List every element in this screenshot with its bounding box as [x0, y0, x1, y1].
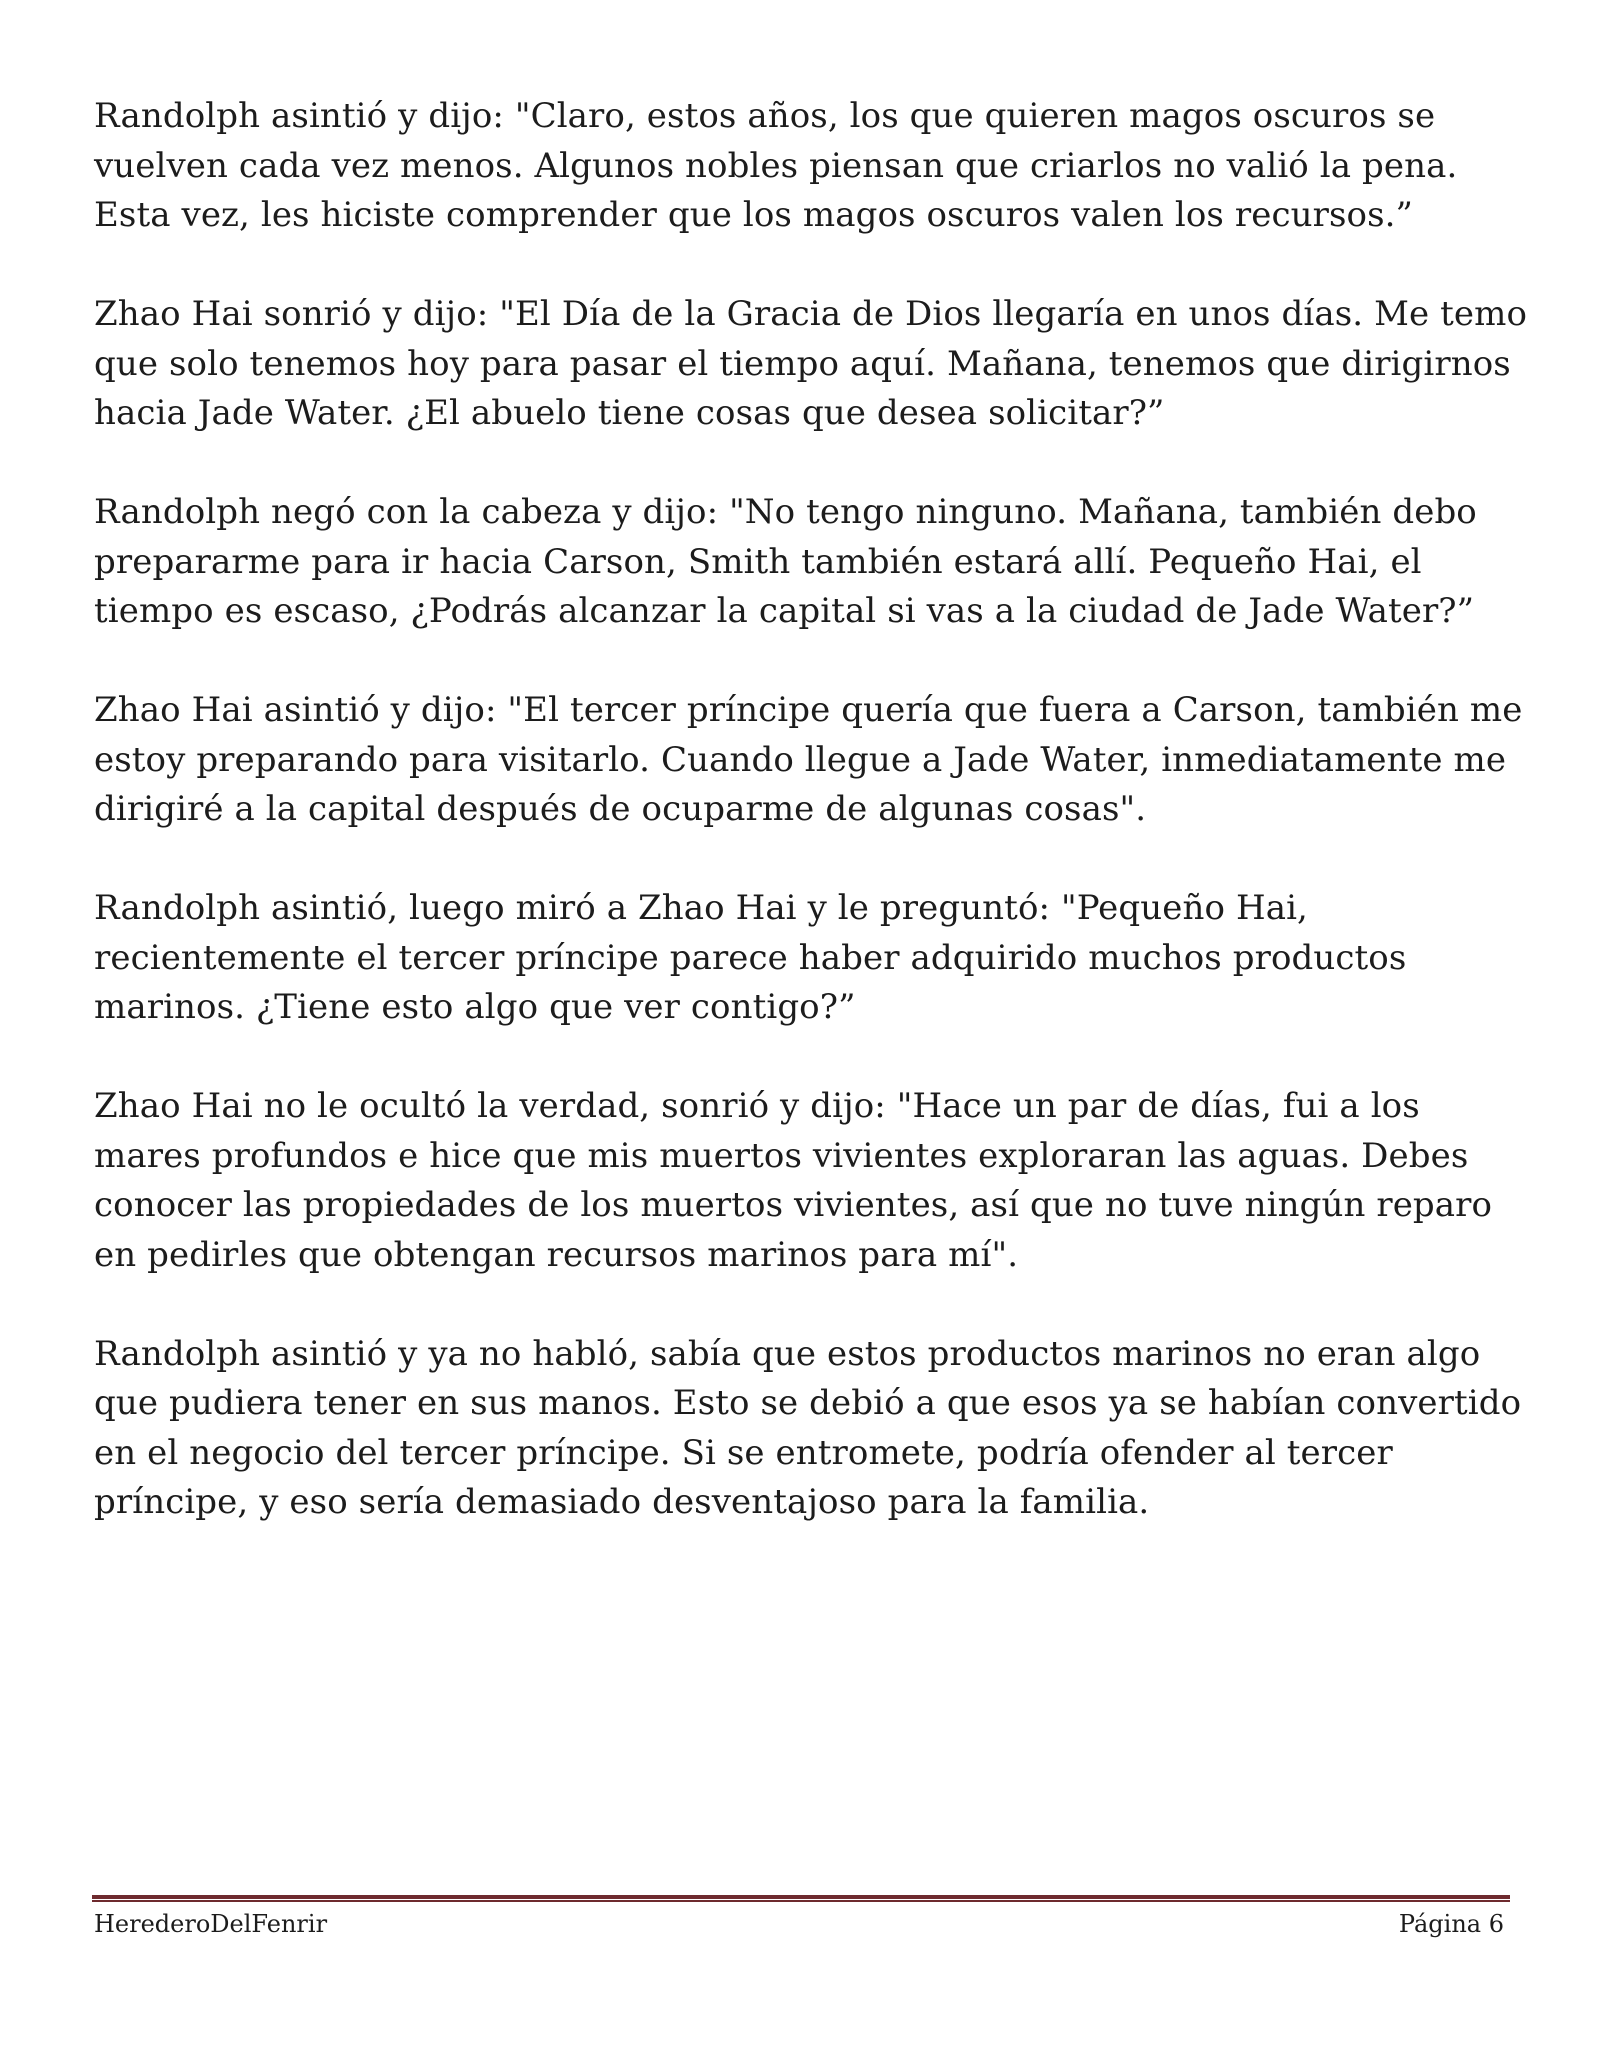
footer-author: HerederoDelFenrir — [94, 1910, 328, 1938]
paragraph: Randolph asintió y dijo: "Claro, estos años, los que quieren magos oscuros se vuelven cada vez menos. Algunos nobles piensan que criarlos no valió la pena. Esta vez, les hiciste comprender que los magos oscuros valen los recursos.” — [94, 96, 1458, 235]
footer-divider — [92, 1895, 1510, 1902]
footer-page-number: Página 6 — [1398, 1910, 1504, 1938]
paragraph: Zhao Hai sonrió y dijo: "El Día de la Gracia de Dios llegaría en unos días. Me temo que solo tenemos hoy para pasar el tiempo aquí. Mañana, tenemos que dirigirnos hacia Jade Water. ¿El abuelo tiene cosas que desea solicitar?” — [94, 294, 1528, 433]
footer-divider-thin-line — [92, 1900, 1510, 1902]
paragraph: Zhao Hai no le ocultó la verdad, sonrió y dijo: "Hace un par de días, fui a los mares profundos e hice que mis muertos vivientes exploraran las aguas. Debes conocer las propiedades de los muertos vivientes, así que no tuve ningún reparo en pedirles que obtengan recursos marinos para mí". — [94, 1086, 1493, 1275]
paragraph: Randolph asintió, luego miró a Zhao Hai y le preguntó: "Pequeño Hai, recientemente el tercer príncipe parece haber adquirido muchos productos marinos. ¿Tiene esto algo que ver contigo?” — [94, 888, 1407, 1027]
paragraph: Randolph asintió y ya no habló, sabía que estos productos marinos no eran algo que pudiera tener en sus manos. Esto se debió a que esos ya se habían convertido en el negocio del tercer príncipe. Si se entromete, podría ofender al tercer príncipe, y eso sería demasiado desventajoso para la familia. — [94, 1333, 1522, 1522]
footer-divider-thick-line — [92, 1895, 1510, 1899]
paragraph: Randolph negó con la cabeza y dijo: "No tengo ninguno. Mañana, también debo prepararme para ir hacia Carson, Smith también estará allí. Pequeño Hai, el tiempo es escaso, ¿Podrás alcanzar la capital si vas a la ciudad de Jade Water?” — [94, 492, 1477, 631]
paragraph: Zhao Hai asintió y dijo: "El tercer príncipe quería que fuera a Carson, también me estoy preparando para visitarlo. Cuando llegue a Jade Water, inmediatamente me dirigiré a la capital después de ocuparme de algunas cosas". — [94, 690, 1523, 829]
document-body — [94, 92, 1534, 1577]
